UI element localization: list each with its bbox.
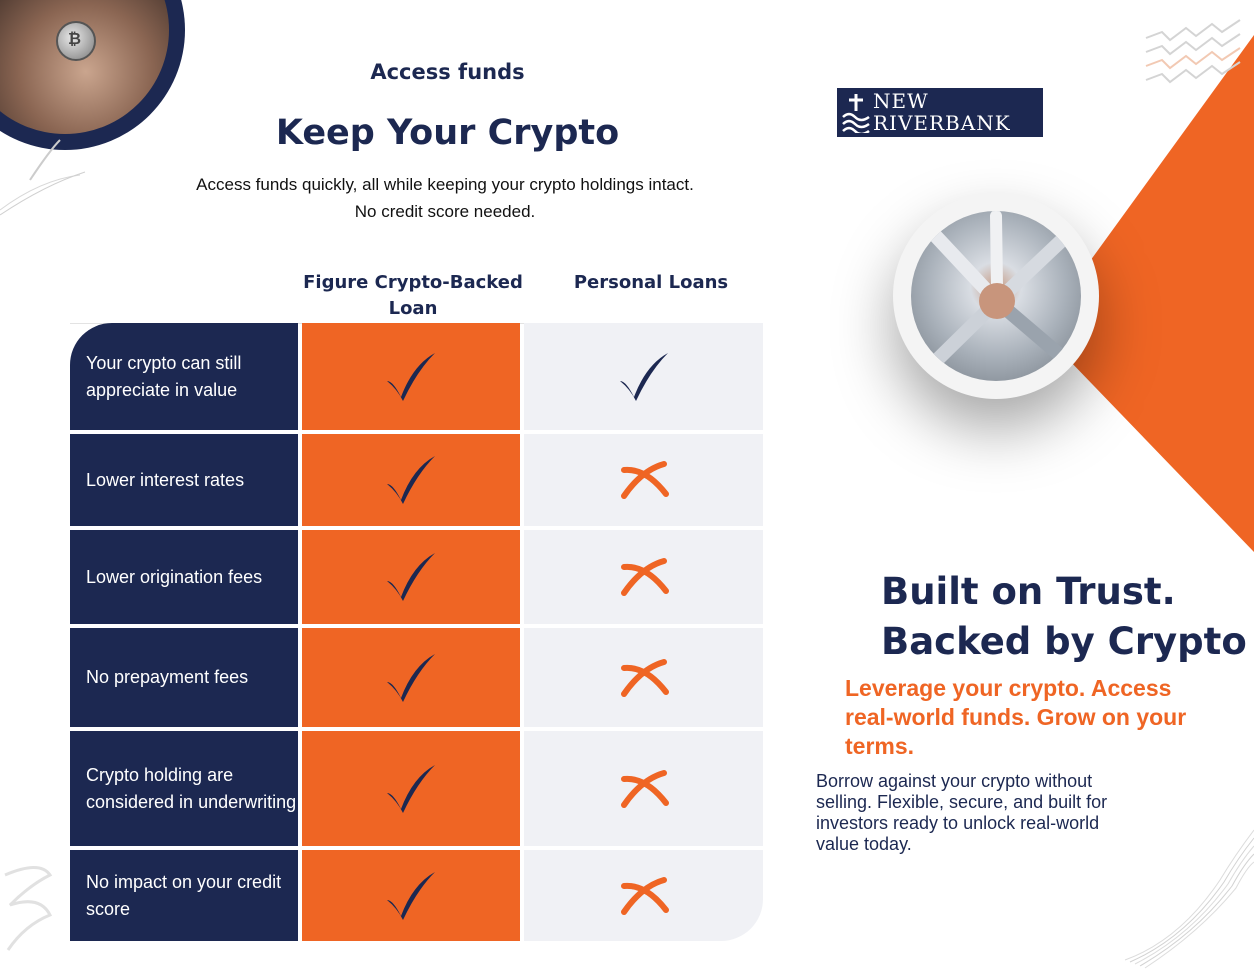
eyebrow-heading: Access funds [370,60,525,84]
personal-cell [524,530,763,624]
promo-headline-line-1: Built on Trust. [881,570,1176,613]
figure-cell [302,323,520,430]
personal-cell [524,434,763,526]
table-row [70,628,763,727]
checkmark-icon [383,551,439,603]
new-riverbank-logo [837,88,1043,137]
team-hands-photo [911,211,1081,381]
table-row [70,434,763,526]
promo-body: Borrow against your crypto without selling. Flexible, secure, and built for investors ready to unlock real-world value today. [816,771,1108,854]
row-label: Crypto holding are considered in underwriting [70,731,298,846]
personal-cell [524,628,763,727]
column-header-figure: Figure Crypto-Backed Loan [303,272,523,319]
promo-headline [881,567,1247,667]
promo-headline-line-2: Backed by Crypto [881,620,1247,663]
decorative-zigzag [1140,10,1254,85]
bitcoin-icon: ₿ [56,21,96,61]
table-row [70,323,763,430]
figure-cell [302,850,520,941]
intro-text [150,171,740,225]
row-label: Your crypto can still appreciate in value [70,323,298,430]
checkmark-icon [616,351,672,403]
checkmark-icon [383,454,439,506]
promo-subheading: Leverage your crypto. Access real-world funds. Grow on your terms. [845,675,1187,759]
table-row [70,530,763,624]
cross-icon [618,557,670,597]
anchor-wave-logo-icon [841,91,871,133]
personal-cell [524,323,763,430]
intro-line-1: Access funds quickly, all while keeping your crypto holdings intact. [196,175,694,194]
figure-cell [302,434,520,526]
cross-icon [618,876,670,916]
intro-line-2: No credit score needed. [354,202,536,221]
table-row [70,731,763,846]
row-label: No impact on your credit score [70,850,298,941]
figure-cell [302,731,520,846]
checkmark-icon [383,763,439,815]
row-label: No prepayment fees [70,628,298,727]
checkmark-icon [383,351,439,403]
checkmark-icon [383,870,439,922]
team-photo-circle [893,193,1099,399]
cross-icon [618,769,670,809]
row-label: Lower origination fees [70,530,298,624]
checkmark-icon [383,652,439,704]
decorative-swoosh-bottom-right [1120,820,1254,969]
decorative-leaf [0,855,70,969]
logo-word-new: NEW [873,89,929,113]
row-label: Lower interest rates [70,434,298,526]
logo-word-riverbank: RIVERBANK [873,111,1011,135]
personal-cell [524,731,763,846]
column-header-personal: Personal Loans [573,272,729,293]
figure-cell [302,628,520,727]
personal-cell [524,850,763,941]
table-row [70,850,763,941]
cross-icon [618,460,670,500]
figure-cell [302,530,520,624]
page-title: Keep Your Crypto [275,113,620,153]
cross-icon [618,658,670,698]
